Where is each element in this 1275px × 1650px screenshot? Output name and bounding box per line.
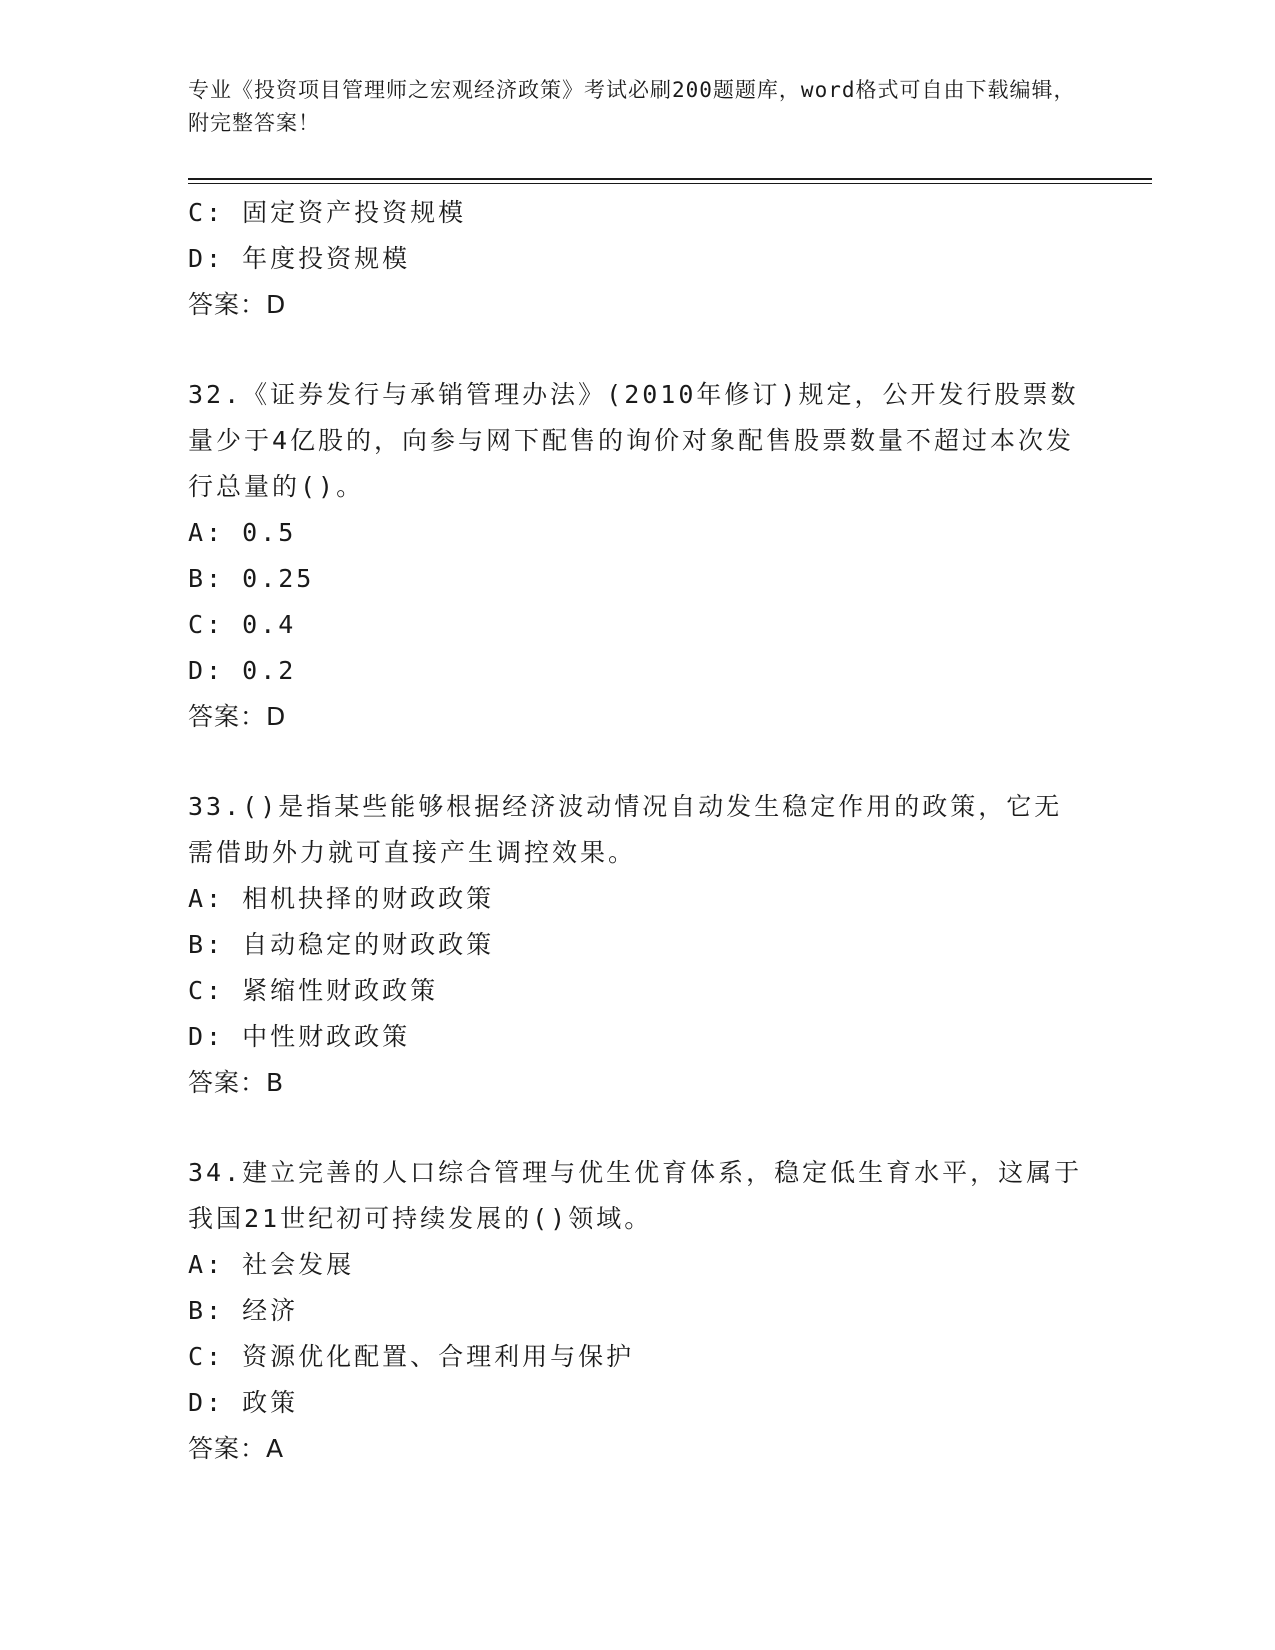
option-b: B: 自动稳定的财政政策 — [188, 930, 495, 959]
answer-line: 答案：D — [188, 290, 287, 319]
answer-line: 答案：D — [188, 702, 287, 731]
option-d: D: 中性财政政策 — [188, 1022, 411, 1051]
option-c: C: 0.4 — [188, 610, 297, 639]
header-divider-thin — [188, 183, 1152, 184]
option-b: B: 0.25 — [188, 564, 315, 593]
spacer — [188, 1106, 1088, 1150]
spacer — [188, 740, 1088, 784]
answer-line: 答案：A — [188, 1434, 285, 1463]
spacer — [188, 328, 1088, 372]
option-d: D: 政策 — [188, 1388, 299, 1417]
option-d: D: 年度投资规模 — [188, 244, 411, 273]
option-a: A: 相机抉择的财政政策 — [188, 884, 495, 913]
answer-line: 答案：B — [188, 1068, 285, 1097]
option-c: C: 固定资产投资规模 — [188, 198, 467, 227]
question-stem: 33.()是指某些能够根据经济波动情况自动发生稳定作用的政策，它无需借助外力就可直接产生调控效果。 — [188, 792, 1063, 867]
option-a: A: 0.5 — [188, 518, 297, 547]
question-stem: 32.《证券发行与承销管理办法》(2010年修订)规定，公开发行股票数量少于4亿股的，向参与网下配售的询价对象配售股票数量不超过本次发行总量的()。 — [188, 380, 1079, 501]
option-b: B: 经济 — [188, 1296, 299, 1325]
option-c: C: 紧缩性财政政策 — [188, 976, 439, 1005]
question-stem: 34.建立完善的人口综合管理与优生优育体系，稳定低生育水平，这属于我国21世纪初可持续发展的()领域。 — [188, 1158, 1083, 1233]
document-content — [188, 190, 1088, 1472]
option-c: C: 资源优化配置、合理利用与保护 — [188, 1342, 635, 1371]
option-d: D: 0.2 — [188, 656, 297, 685]
option-a: A: 社会发展 — [188, 1250, 355, 1279]
header-divider-thick — [188, 178, 1152, 180]
document-header: 专业《投资项目管理师之宏观经济政策》考试必刷200题题库，word格式可自由下载编辑，附完整答案！ — [188, 78, 1076, 135]
